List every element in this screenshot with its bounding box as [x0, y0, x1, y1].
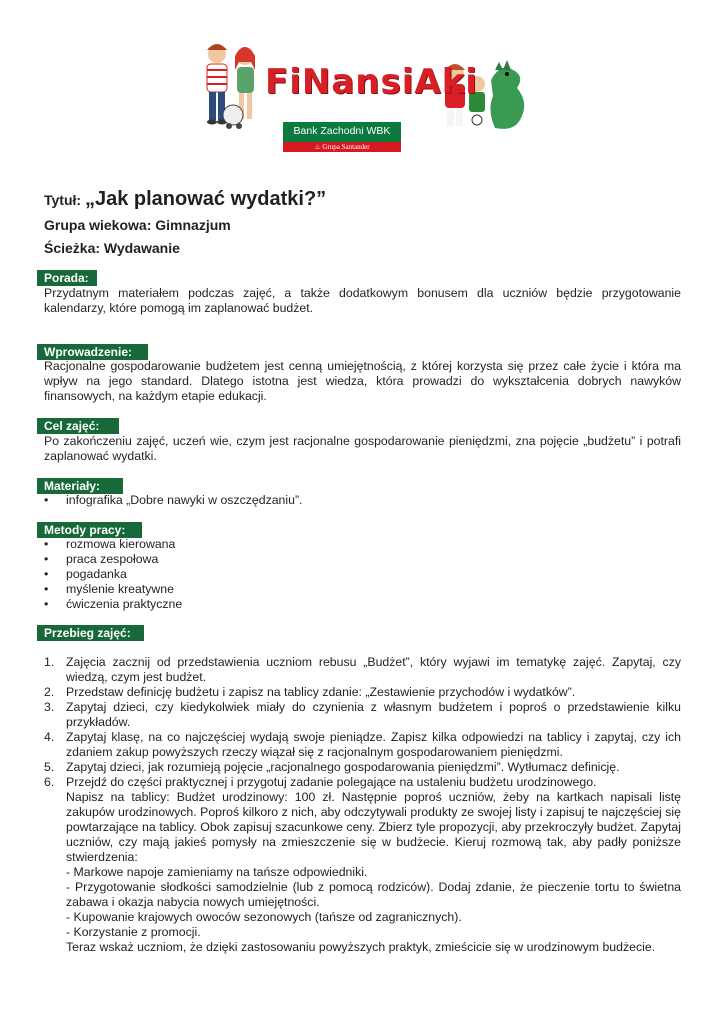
wprowadzenie-text: Racjonalne gospodarowanie budżetem jest cenną umiejętnością, z której korzysta się przez całe życie i która ma wpływ na jego standard. Dlatego istotna jest wiedza, która prowadzi do wykształcenia dobrych nawyków finansowych, na każdym etapie edukacji.	[44, 359, 681, 403]
step-number: 3.	[44, 700, 55, 714]
list-item: • pogadanka	[44, 567, 182, 582]
step-text: Przejdź do części praktycznej i przygotuj zadanie polegające na ustaleniu budżetu urodzinowego.	[66, 775, 597, 789]
section-label-metody: Metody pracy:	[37, 522, 142, 538]
section-label-porada: Porada:	[37, 270, 97, 286]
cel-text: Po zakończeniu zajęć, uczeń wie, czym jest racjonalne gospodarowanie pieniędzmi, zna pojęcie „budżetu” i potrafi zaplanować wydatki.	[44, 434, 681, 463]
bank-group	[283, 142, 401, 152]
step-text: Przedstaw definicję budżetu i zapisz na tablicy zdanie: „Zestawienie przychodów i wydatków”.	[66, 685, 576, 699]
section-label-wprowadzenie: Wprowadzenie:	[37, 344, 148, 360]
header	[195, 40, 530, 155]
lesson-title	[44, 188, 326, 211]
step-number: 5.	[44, 760, 55, 774]
step-item	[44, 730, 681, 760]
step-continuation: Napisz na tablicy: Budżet urodzinowy: 100 zł. Następnie poproś uczniów, żeby na kartkach napisali listę zakupów urodzinowych. Poproś kilkoro z nich, aby odczytywali produkty ze swojej listy i zapisuj te najczęściej się powtarzające na tablicy. Obok zapisuj szacunkowe ceny. Zbierz tyle propozycji, aby przekroczyły budżet. Zapytaj uczniów, czy mają jakieś pomysły na zmieszczenie się w budżecie. Kieruj rozmową tak, aby padły poniższe stwierdzenia:	[66, 790, 681, 864]
title-value: „Jak planować wydatki?”	[84, 188, 327, 210]
list-item: • ćwiczenia praktyczne	[44, 597, 182, 612]
age-group: Grupa wiekowa: Gimnazjum	[44, 217, 231, 233]
step-number: 6.	[44, 775, 55, 789]
step-number: 2.	[44, 685, 55, 699]
bank-name: Bank Zachodni WBK	[293, 125, 391, 137]
step-number: 4.	[44, 730, 55, 744]
step-text: Zajęcia zacznij od przedstawienia uczniom rebusu „Budżet”, który wyjawi im tematykę zajęć. Zapytaj, czy wiedzą, czym jest budżet.	[66, 655, 681, 684]
title-label: Tytuł:	[44, 192, 85, 208]
materialy-list	[44, 493, 302, 508]
step-number: 1.	[44, 655, 55, 669]
metody-list	[44, 537, 182, 612]
step-text: Zapytaj dzieci, jak rozumieją pojęcie „racjonalnego gospodarowania pieniędzmi”. Wytłumacz definicję.	[66, 760, 620, 774]
brand-logo: FiNansiAki	[265, 62, 478, 102]
step-item	[44, 685, 681, 700]
section-label-materialy: Materiały:	[37, 478, 123, 494]
section-label-cel: Cel zajęć:	[37, 418, 119, 434]
step-item	[44, 700, 681, 730]
learning-path: Ścieżka: Wydawanie	[44, 240, 180, 256]
step-text: Zapytaj klasę, na co najczęściej wydają swoje pieniądze. Zapisz kilka odpowiedzi na tablicy i zapytaj, czy ich zdaniem zakup powyższych rzeczy wiązał się z racjonalnym gospodarowaniem pieniędzmi.	[66, 730, 681, 759]
step-continuation: - Korzystanie z promocji.	[66, 925, 201, 939]
step-continuation: Teraz wskaż uczniom, że dzięki zastosowaniu powyższych praktyk, zmieścicie się w urodzinowym budżecie.	[66, 940, 656, 954]
flame-icon: ♨	[314, 143, 323, 151]
step-continuation: - Przygotowanie słodkości samodzielnie (lub z pomocą rodziców). Dodaj zdanie, że pieczenie tortu to świetna zabawa i okazja nabycia nowych umiejętności.	[66, 880, 681, 909]
list-item: • myślenie kreatywne	[44, 582, 182, 597]
list-item: • praca zespołowa	[44, 552, 182, 567]
porada-text: Przydatnym materiałem podczas zajęć, a także dodatkowym bonusem dla uczniów będzie przygotowanie kalendarzy, które pomogą im zaplanować budżet.	[44, 286, 681, 315]
step-continuation: - Kupowanie krajowych owoców sezonowych (tańsze od zagranicznych).	[66, 910, 462, 924]
list-item: • rozmowa kierowana	[44, 537, 182, 552]
step-item	[44, 775, 681, 790]
step-text: Zapytaj dzieci, czy kiedykolwiek miały do czynienia z własnym budżetem i poproś o przedstawienie kilku przykładów.	[66, 700, 681, 729]
bank-group-label: Grupa Santander	[322, 143, 370, 151]
step-item	[44, 760, 681, 775]
przebieg-steps	[44, 655, 681, 955]
section-label-przebieg: Przebieg zajęć:	[37, 625, 144, 641]
list-item: • infografika „Dobre nawyki w oszczędzaniu”.	[44, 493, 302, 508]
bank-logo	[283, 122, 401, 152]
step-continuation: - Markowe napoje zamieniamy na tańsze odpowiedniki.	[66, 865, 368, 879]
step-item	[44, 655, 681, 685]
